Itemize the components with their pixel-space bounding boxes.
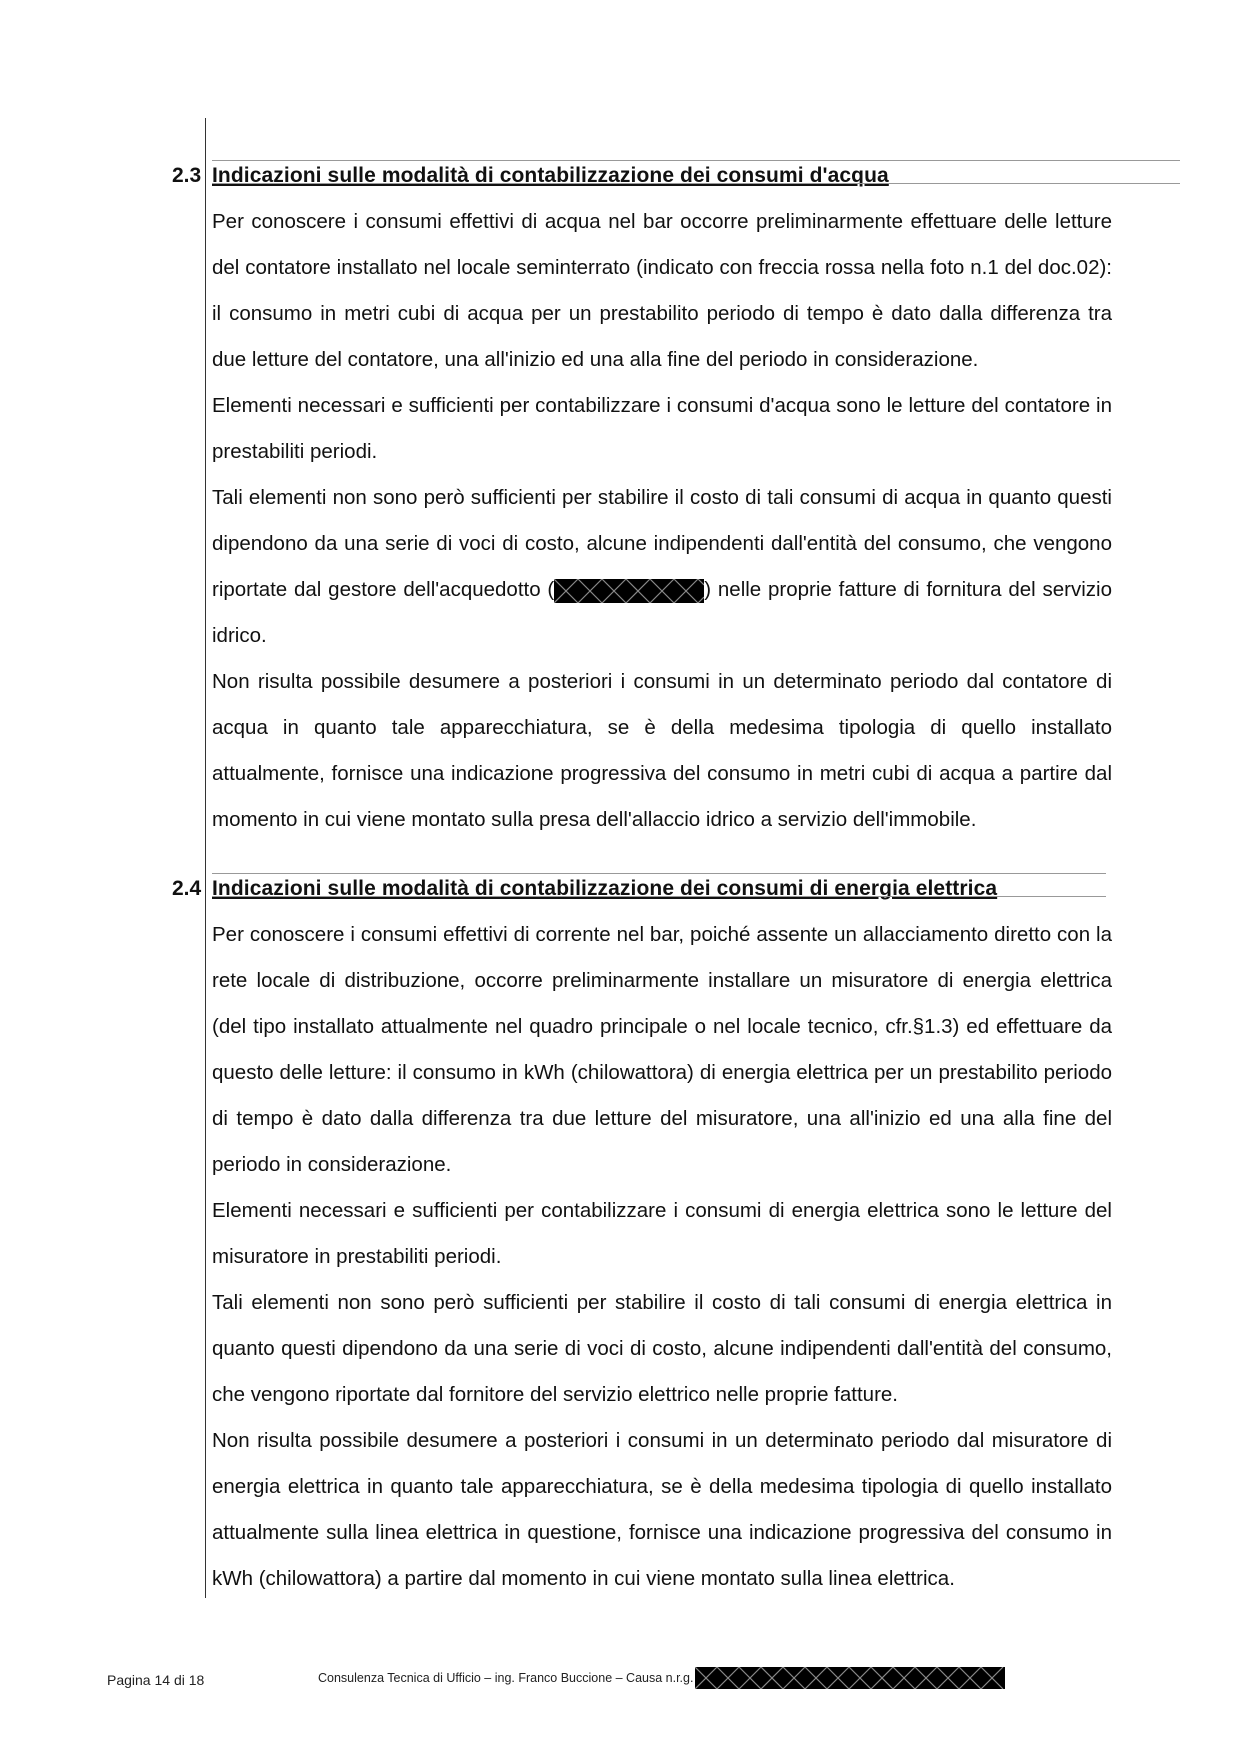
paragraph-text: Tali elementi non sono però sufficienti per stabilire il costo di tali consumi di acqua in quanto questi dipendono da una serie di voci di costo, alcune indipendenti dall'entità del consumo, che vengono riportate dal gestore dell'acquedotto ( bbox=[212, 486, 1112, 601]
heading-rule-top bbox=[212, 160, 1180, 161]
footer-reference-text: Consulenza Tecnica di Ufficio – ing. Franco Buccione – Causa n.r.g. bbox=[318, 1671, 694, 1685]
redaction-block bbox=[554, 579, 704, 603]
footer-reference bbox=[318, 1667, 1005, 1689]
heading-rule-top bbox=[212, 873, 1106, 874]
paragraph-text: ) nelle proprie fatture di fornitura del servizio idrico. bbox=[212, 578, 1112, 647]
section-body bbox=[212, 199, 1112, 843]
paragraph bbox=[212, 475, 1112, 659]
paragraph: Tali elementi non sono però sufficienti per stabilire il costo di tali consumi di energia elettrica in quanto questi dipendono da una serie di voci di costo, alcune indipendenti dall'entità del consumo, che vengono riportate dal fornitore del servizio elettrico nelle proprie fatture. bbox=[212, 1291, 1112, 1406]
heading-rule-bottom bbox=[212, 896, 1106, 897]
footer-page-number: Pagina 14 di 18 bbox=[107, 1672, 205, 1688]
paragraph: Non risulta possibile desumere a posteriori i consumi in un determinato periodo dal contatore di acqua in quanto tale apparecchiatura, se è della medesima tipologia di quello installato attualmente, fornisce una indicazione progressiva del consumo in metri cubi di acqua a partire dal momento in cui viene montato sulla presa dell'allaccio idrico a servizio dell'immobile. bbox=[212, 670, 1112, 831]
heading-rule-bottom bbox=[212, 183, 1180, 184]
section-number: 2.4 bbox=[172, 877, 202, 900]
paragraph: Elementi necessari e sufficienti per contabilizzare i consumi di energia elettrica sono le letture del misuratore in prestabiliti periodi. bbox=[212, 1199, 1112, 1268]
paragraph: Per conoscere i consumi effettivi di acqua nel bar occorre preliminarmente effettuare delle letture del contatore installato nel locale seminterrato (indicato con freccia rossa nella foto n.1 del doc.02): il consumo in metri cubi di acqua per un prestabilito periodo di tempo è dato dalla differenza tra due letture del contatore, una all'inizio ed una alla fine del periodo in considerazione. bbox=[212, 210, 1112, 371]
section-heading: Indicazioni sulle modalità di contabilizzazione dei consumi di energia elettrica bbox=[212, 877, 998, 900]
paragraph: Elementi necessari e sufficienti per contabilizzare i consumi d'acqua sono le letture del contatore in prestabiliti periodi. bbox=[212, 394, 1112, 463]
section-heading: Indicazioni sulle modalità di contabilizzazione dei consumi d'acqua bbox=[212, 164, 889, 187]
paragraph: Per conoscere i consumi effettivi di corrente nel bar, poiché assente un allacciamento diretto con la rete locale di distribuzione, occorre preliminarmente installare un misuratore di energia elettrica (del tipo installato attualmente nel quadro principale o nel locale tecnico, cfr.§1.3) ed effettuare da questo delle letture: il consumo in kWh (chilowattora) di energia elettrica per un prestabilito periodo di tempo è dato dalla differenza tra due letture del misuratore, una all'inizio ed una alla fine del periodo in considerazione. bbox=[212, 923, 1112, 1176]
section-body bbox=[212, 912, 1112, 1602]
paragraph: Non risulta possibile desumere a posteriori i consumi in un determinato periodo dal misuratore di energia elettrica in quanto tale apparecchiatura, se è della medesima tipologia di quello installato attualmente sulla linea elettrica in questione, fornisce una indicazione progressiva del consumo in kWh (chilowattora) a partire dal momento in cui viene montato sulla linea elettrica. bbox=[212, 1429, 1112, 1590]
left-margin-rule bbox=[205, 118, 206, 1598]
redaction-block bbox=[695, 1667, 1005, 1689]
section-number: 2.3 bbox=[172, 164, 202, 187]
